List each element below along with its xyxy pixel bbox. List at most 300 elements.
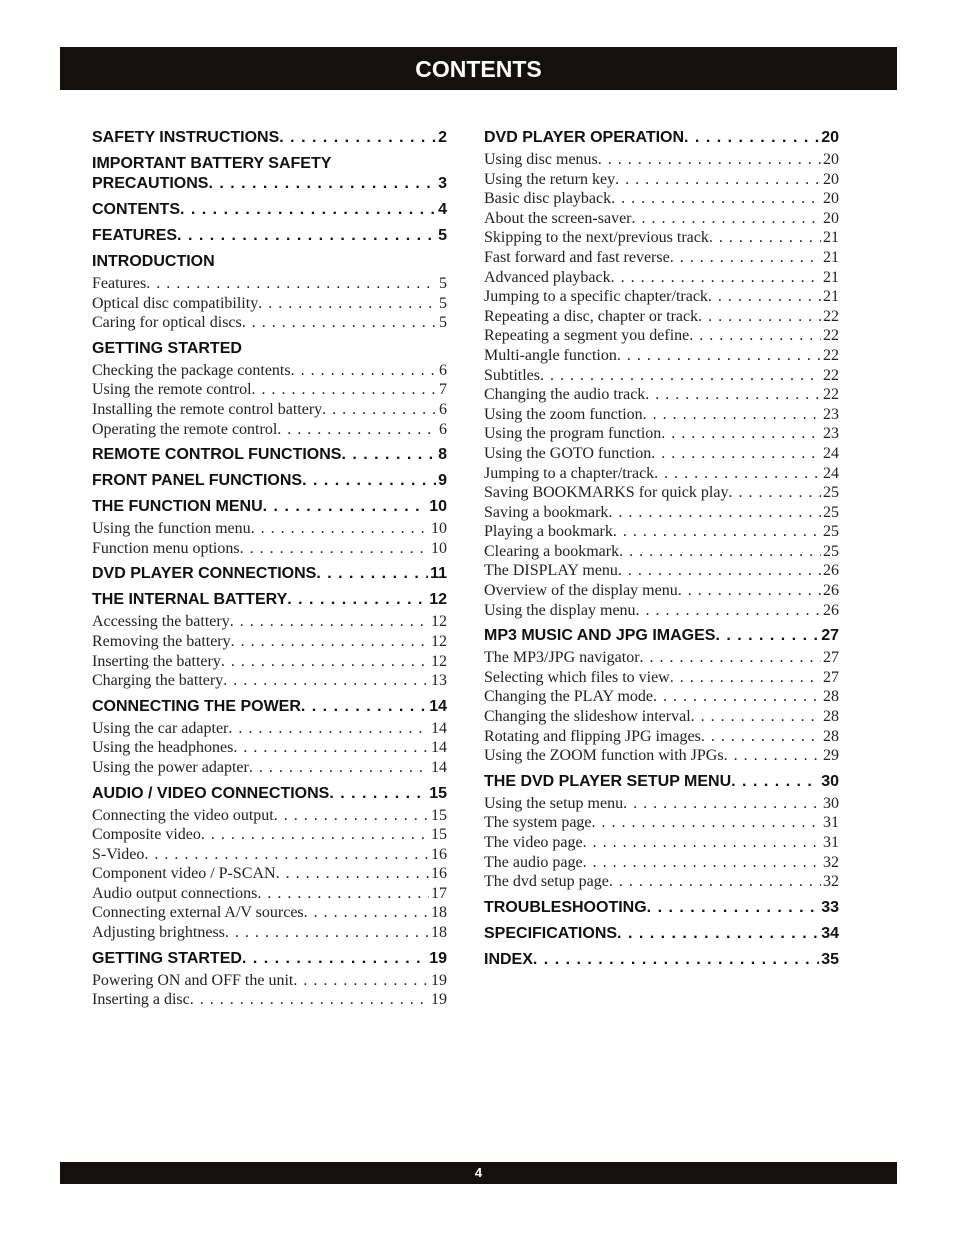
toc-entry[interactable] — [484, 346, 839, 366]
toc-entry[interactable] — [484, 794, 839, 814]
toc-entry-page: 23 — [823, 425, 839, 443]
toc-heading[interactable] — [92, 784, 447, 804]
dot-leader — [533, 950, 819, 970]
dot-leader — [230, 612, 429, 632]
toc-heading-title: SPECIFICATIONS — [484, 924, 618, 942]
toc-heading[interactable] — [92, 471, 447, 491]
toc-heading-page: 14 — [429, 697, 447, 715]
dot-leader — [279, 128, 436, 148]
dot-leader — [670, 668, 821, 688]
dot-leader — [611, 189, 821, 209]
toc-entry-title: Powering ON and OFF the unit — [92, 971, 294, 989]
toc-entry[interactable] — [484, 307, 839, 327]
dot-leader — [728, 483, 821, 503]
toc-heading-page: 2 — [438, 129, 447, 146]
toc-entry-title: Multi-angle function — [484, 346, 617, 364]
toc-entry-page: 27 — [823, 668, 839, 686]
dot-leader — [689, 326, 821, 346]
toc-entry-page: 18 — [431, 924, 447, 942]
toc-entry[interactable] — [92, 825, 447, 845]
toc-entry-title: Clearing a bookmark — [484, 542, 620, 560]
dot-leader — [190, 990, 429, 1010]
dot-leader — [670, 248, 821, 268]
toc-entry[interactable] — [92, 884, 447, 904]
toc-heading-title: THE FUNCTION MENU — [92, 498, 263, 516]
toc-section — [92, 949, 447, 1010]
toc-entry-page: 14 — [431, 739, 447, 757]
toc-heading-page: 3 — [438, 175, 447, 192]
toc-entry-page: 21 — [823, 229, 839, 247]
dot-leader — [709, 228, 821, 248]
toc-heading[interactable] — [484, 924, 839, 944]
toc-entry[interactable] — [92, 923, 447, 943]
toc-subentries — [92, 806, 447, 943]
dot-leader — [708, 287, 821, 307]
toc-entry-page: 27 — [823, 649, 839, 667]
toc-heading[interactable] — [92, 200, 447, 220]
dot-leader — [617, 346, 821, 366]
toc-heading[interactable] — [92, 590, 447, 610]
toc-entry-page: 15 — [431, 806, 447, 824]
toc-heading-page: 20 — [821, 129, 839, 146]
toc-entry[interactable] — [92, 632, 447, 652]
toc-entry-page: 12 — [431, 652, 447, 670]
toc-heading[interactable] — [92, 564, 447, 584]
toc-heading-title: DVD PLAYER CONNECTIONS — [92, 565, 317, 583]
toc-heading-title: CONTENTS — [92, 201, 180, 218]
toc-section — [92, 252, 447, 333]
toc-heading-title: PRECAUTIONS — [92, 175, 209, 192]
toc-entry-title: Using the function menu — [92, 520, 251, 538]
dot-leader — [228, 719, 429, 739]
toc-entry[interactable] — [92, 519, 447, 539]
toc-section — [92, 471, 447, 491]
toc-entry-page: 5 — [439, 314, 447, 332]
dot-leader — [632, 209, 822, 229]
dot-leader — [240, 539, 429, 559]
toc-section — [92, 445, 447, 465]
dot-leader — [293, 971, 429, 991]
toc-entry-title: Playing a bookmark — [484, 523, 613, 541]
dot-leader — [611, 268, 821, 288]
toc-entry[interactable] — [92, 274, 447, 294]
dot-leader — [701, 727, 821, 747]
dot-leader — [609, 872, 821, 892]
toc-heading-page: 9 — [438, 472, 447, 490]
dot-leader — [613, 522, 821, 542]
toc-entry-title: Using the GOTO function — [484, 444, 652, 462]
toc-entry-title: Repeating a disc, chapter or track — [484, 307, 699, 325]
toc-section — [92, 784, 447, 943]
toc-entry-page: 20 — [823, 209, 839, 227]
toc-entry-title: Saving a bookmark — [484, 503, 609, 521]
toc-entry-page: 25 — [823, 523, 839, 541]
toc-entry[interactable] — [484, 581, 839, 601]
toc-entry[interactable] — [92, 671, 447, 691]
toc-entry-title: About the screen-saver — [484, 209, 632, 227]
toc-heading-title: FRONT PANEL FUNCTIONS — [92, 472, 303, 490]
toc-entry-title: Jumping to a specific chapter/track — [484, 288, 708, 306]
toc-entry-page: 20 — [823, 190, 839, 208]
toc-entry-title: Subtitles — [484, 366, 541, 384]
toc-entry-page: 24 — [823, 464, 839, 482]
toc-entry-page: 19 — [431, 971, 447, 989]
toc-heading[interactable] — [484, 898, 839, 918]
toc-entry[interactable] — [92, 719, 447, 739]
dot-leader — [252, 380, 437, 400]
toc-entry-title: The audio page — [484, 853, 583, 871]
toc-heading[interactable] — [484, 772, 839, 792]
toc-entry[interactable] — [92, 313, 447, 333]
page-number: 4 — [60, 1162, 897, 1184]
toc-heading[interactable] — [484, 950, 839, 970]
toc-entry-title: Checking the package contents — [92, 361, 291, 379]
toc-heading-title: AUDIO / VIDEO CONNECTIONS — [92, 784, 330, 802]
toc-entry-title: Changing the audio track — [484, 386, 646, 404]
toc-heading-page: 8 — [438, 446, 447, 464]
dot-leader — [231, 632, 429, 652]
toc-heading-title: THE DVD PLAYER SETUP MENU — [484, 772, 732, 790]
toc-entry-page: 20 — [823, 151, 839, 168]
toc-entry-page: 18 — [431, 904, 447, 922]
toc-heading-title: FEATURES — [92, 227, 178, 244]
toc-entry[interactable] — [484, 707, 839, 727]
toc-heading-page: 15 — [429, 784, 447, 802]
dot-leader — [618, 561, 821, 581]
toc-entry[interactable] — [484, 561, 839, 581]
toc-entry[interactable] — [484, 522, 839, 542]
toc-entry-title: Fast forward and fast reverse — [484, 248, 670, 266]
toc-entry[interactable] — [92, 990, 447, 1010]
toc-entry-page: 14 — [431, 719, 447, 737]
toc-entry-page: 25 — [823, 503, 839, 521]
toc-entry-title: Removing the battery — [92, 632, 231, 650]
toc-entry-title: Component video / P-SCAN — [92, 865, 276, 883]
toc-entry[interactable] — [484, 833, 839, 853]
toc-entry-title: Using disc menus — [484, 151, 598, 168]
toc-subentries — [484, 150, 839, 620]
toc-entry[interactable] — [92, 539, 447, 559]
toc-entry-page: 10 — [431, 539, 447, 557]
dot-leader — [251, 519, 429, 539]
toc-entry-page: 26 — [823, 582, 839, 600]
toc-entry[interactable] — [92, 361, 447, 381]
toc-entry-page: 30 — [823, 794, 839, 812]
toc-entry-title: Charging the battery — [92, 672, 224, 690]
toc-entry-title: Using the headphones — [92, 739, 234, 757]
toc-entry[interactable] — [484, 872, 839, 892]
toc-heading-title: THE INTERNAL BATTERY — [92, 591, 288, 609]
toc-heading[interactable] — [92, 949, 447, 969]
toc-entry[interactable] — [484, 150, 839, 170]
toc-entry-page: 20 — [823, 170, 839, 188]
dot-leader — [583, 833, 821, 853]
toc-section — [92, 200, 447, 220]
toc-entry-title: Adjusting brightness — [92, 924, 225, 942]
toc-heading[interactable] — [92, 445, 447, 465]
dot-leader — [661, 424, 821, 444]
toc-entry[interactable] — [484, 424, 839, 444]
toc-section — [92, 697, 447, 778]
toc-entry-page: 17 — [431, 884, 447, 902]
toc-entry[interactable] — [484, 687, 839, 707]
toc-entry-title: Using the setup menu — [484, 794, 624, 812]
dot-leader — [233, 738, 429, 758]
toc-heading[interactable] — [484, 626, 839, 646]
toc-entry-title: Advanced playback — [484, 268, 611, 286]
toc-entry[interactable] — [484, 287, 839, 307]
toc-heading-page: 34 — [821, 924, 839, 942]
toc-entry-title: Connecting the video output — [92, 806, 274, 824]
dot-leader — [208, 174, 436, 194]
toc-entry-page: 25 — [823, 484, 839, 502]
dot-leader — [223, 671, 429, 691]
toc-entry-title: Accessing the battery — [92, 613, 230, 631]
toc-heading[interactable]: GETTING STARTED — [92, 339, 242, 357]
toc-entry-page: 28 — [823, 708, 839, 726]
toc-entry[interactable] — [92, 400, 447, 420]
toc-entry[interactable] — [92, 420, 447, 440]
toc-entry[interactable] — [484, 444, 839, 464]
toc-heading-page: 27 — [821, 627, 839, 645]
toc-entry-title: Repeating a segment you define — [484, 327, 690, 345]
toc-entry-page: 15 — [431, 826, 447, 844]
toc-heading[interactable] — [92, 226, 447, 246]
toc-entry-page: 19 — [431, 991, 447, 1009]
toc-entry[interactable] — [484, 405, 839, 425]
toc-section — [484, 626, 839, 766]
toc-entry[interactable] — [484, 189, 839, 209]
toc-entry[interactable] — [484, 542, 839, 562]
dot-leader — [302, 471, 436, 491]
toc-entry-title: The MP3/JPG navigator — [484, 649, 640, 667]
toc-heading-title: SAFETY INSTRUCTIONS — [92, 129, 280, 146]
toc-heading[interactable]: IMPORTANT BATTERY SAFETY — [92, 155, 332, 172]
toc-heading[interactable] — [92, 174, 447, 194]
toc-heading-page: 35 — [821, 950, 839, 968]
toc-entry[interactable] — [484, 228, 839, 248]
toc-entry-title: The video page — [484, 834, 583, 851]
dot-leader — [645, 385, 821, 405]
toc-left-column — [92, 128, 447, 1016]
dot-leader — [651, 444, 821, 464]
toc-entry-title: Changing the slideshow interval — [484, 708, 691, 726]
dot-leader — [304, 903, 429, 923]
toc-entry-page: 6 — [439, 400, 447, 418]
dot-leader — [592, 813, 821, 833]
toc-entry-page: 24 — [823, 444, 839, 462]
toc-subentries — [484, 648, 839, 766]
toc-section — [484, 772, 839, 892]
dot-leader — [583, 853, 821, 873]
toc-heading-page: 33 — [821, 898, 839, 916]
toc-heading[interactable] — [92, 497, 447, 517]
toc-entry-page: 26 — [823, 562, 839, 580]
toc-heading-title: MP3 MUSIC AND JPG IMAGES — [484, 627, 716, 645]
toc-entry[interactable] — [484, 268, 839, 288]
toc-entry-title: Inserting a disc — [92, 991, 190, 1009]
dot-leader — [643, 405, 821, 425]
toc-entry[interactable] — [484, 668, 839, 688]
toc-entry-title: Saving BOOKMARKS for quick play — [484, 484, 729, 502]
toc-section — [484, 924, 839, 944]
toc-entry-title: Using the power adapter — [92, 758, 249, 776]
toc-entry[interactable] — [484, 853, 839, 873]
toc-entry-title: Using the return key — [484, 170, 616, 188]
page-title: CONTENTS — [60, 47, 897, 90]
toc-heading-page: 4 — [438, 201, 447, 218]
toc-entry[interactable] — [484, 483, 839, 503]
toc-entry-page: 22 — [823, 327, 839, 345]
toc-entry[interactable] — [484, 170, 839, 190]
toc-section — [92, 590, 447, 690]
toc-entry[interactable] — [484, 727, 839, 747]
toc-section — [92, 154, 447, 194]
toc-entry-title: Using the remote control — [92, 381, 252, 399]
toc-heading-page: 11 — [430, 565, 447, 583]
toc-entry[interactable] — [92, 845, 447, 865]
dot-leader — [617, 924, 819, 944]
toc-heading[interactable] — [484, 128, 839, 148]
toc-entry-page: 31 — [823, 834, 839, 851]
toc-entry-page: 5 — [439, 294, 447, 312]
toc-entry-page: 26 — [823, 601, 839, 619]
toc-entry-page: 13 — [431, 672, 447, 690]
toc-entry-title: Selecting which files to view — [484, 668, 670, 686]
toc-heading-title: GETTING STARTED — [92, 949, 242, 967]
toc-entry[interactable] — [92, 806, 447, 826]
toc-entry[interactable] — [484, 366, 839, 386]
dot-leader — [341, 445, 436, 465]
toc-entry-page: 5 — [439, 275, 447, 292]
toc-right-column — [484, 128, 839, 976]
toc-heading-title: DVD PLAYER OPERATION — [484, 129, 685, 146]
toc-entry[interactable] — [92, 612, 447, 632]
toc-entry-page: 22 — [823, 366, 839, 384]
dot-leader — [654, 464, 821, 484]
toc-entry[interactable] — [484, 385, 839, 405]
dot-leader — [678, 581, 821, 601]
toc-entry[interactable] — [484, 209, 839, 229]
toc-entry-page: 29 — [823, 747, 839, 765]
dot-leader — [316, 564, 428, 584]
toc-entry-title: Optical disc compatibility — [92, 294, 259, 312]
toc-subentries — [92, 274, 447, 333]
toc-heading[interactable] — [92, 128, 447, 148]
toc-heading[interactable]: INTRODUCTION — [92, 253, 215, 270]
toc-entry[interactable] — [92, 864, 447, 884]
toc-section — [484, 128, 839, 620]
toc-entry-title: Caring for optical discs — [92, 314, 242, 332]
toc-entry[interactable] — [484, 746, 839, 766]
toc-heading-title: TROUBLESHOOTING — [484, 898, 647, 916]
toc-entry-title: Function menu options — [92, 539, 240, 557]
toc-subentries — [92, 361, 447, 439]
toc-entry-page: 21 — [823, 288, 839, 306]
toc-entry[interactable] — [484, 248, 839, 268]
toc-heading-page: 12 — [429, 591, 447, 609]
dot-leader — [540, 366, 821, 386]
toc-entry-title: Operating the remote control — [92, 420, 278, 438]
dot-leader — [329, 784, 427, 804]
toc-subentries — [92, 612, 447, 690]
toc-heading-page: 19 — [429, 949, 447, 967]
toc-entry[interactable] — [484, 813, 839, 833]
toc-entry-title: Inserting the battery — [92, 652, 221, 670]
dot-leader — [731, 772, 819, 792]
dot-leader — [177, 226, 436, 246]
dot-leader — [274, 806, 429, 826]
toc-entry-title: The DISPLAY menu — [484, 562, 618, 580]
toc-entry[interactable] — [92, 738, 447, 758]
dot-leader — [287, 590, 427, 610]
toc-subentries — [92, 719, 447, 778]
toc-section — [92, 128, 447, 148]
toc-heading[interactable] — [92, 697, 447, 717]
toc-heading-page: 10 — [429, 498, 447, 516]
toc-entry-title: Using the display menu — [484, 601, 636, 619]
toc-entry[interactable] — [92, 758, 447, 778]
toc-subentries — [484, 794, 839, 892]
toc-entry[interactable] — [92, 380, 447, 400]
dot-leader — [277, 420, 437, 440]
toc-entry-page: 22 — [823, 307, 839, 325]
dot-leader — [301, 697, 427, 717]
toc-entry[interactable] — [484, 503, 839, 523]
toc-section — [92, 564, 447, 584]
toc-section — [484, 898, 839, 918]
dot-leader — [636, 601, 821, 621]
toc-entry[interactable] — [92, 652, 447, 672]
toc-entry-page: 10 — [431, 520, 447, 538]
toc-entry-title: Connecting external A/V sources — [92, 904, 304, 922]
dot-leader — [180, 200, 436, 220]
toc-subentries — [92, 519, 447, 558]
toc-section — [92, 226, 447, 246]
toc-entry[interactable] — [92, 903, 447, 923]
toc-entry-page: 21 — [823, 268, 839, 286]
toc-section — [92, 497, 447, 558]
toc-entry-page: 28 — [823, 688, 839, 706]
toc-entry-title: S-Video — [92, 845, 145, 863]
toc-entry[interactable] — [92, 971, 447, 991]
dot-leader — [619, 542, 821, 562]
toc-entry-page: 32 — [823, 853, 839, 871]
dot-leader — [221, 652, 429, 672]
toc-entry-page: 31 — [823, 814, 839, 832]
toc-entry-page: 22 — [823, 346, 839, 364]
dot-leader — [144, 845, 429, 865]
toc-entry[interactable] — [484, 464, 839, 484]
toc-entry-title: Using the car adapter — [92, 719, 229, 737]
dot-leader — [724, 746, 821, 766]
toc-entry[interactable] — [484, 601, 839, 621]
dot-leader — [684, 128, 819, 148]
dot-leader — [623, 794, 821, 814]
toc-entry-title: The dvd setup page — [484, 873, 609, 891]
toc-entry-title: Using the ZOOM function with JPGs — [484, 747, 724, 765]
toc-entry[interactable] — [484, 326, 839, 346]
dot-leader — [322, 400, 437, 420]
toc-entry-title: Jumping to a chapter/track — [484, 464, 655, 482]
toc-entry-page: 12 — [431, 632, 447, 650]
toc-heading-page: 30 — [821, 772, 839, 790]
toc-entry[interactable] — [92, 294, 447, 314]
toc-entry-title: Skipping to the next/previous track — [484, 229, 709, 247]
toc-heading-title: REMOTE CONTROL FUNCTIONS — [92, 446, 342, 464]
toc-entry[interactable] — [484, 648, 839, 668]
dot-leader — [276, 864, 429, 884]
